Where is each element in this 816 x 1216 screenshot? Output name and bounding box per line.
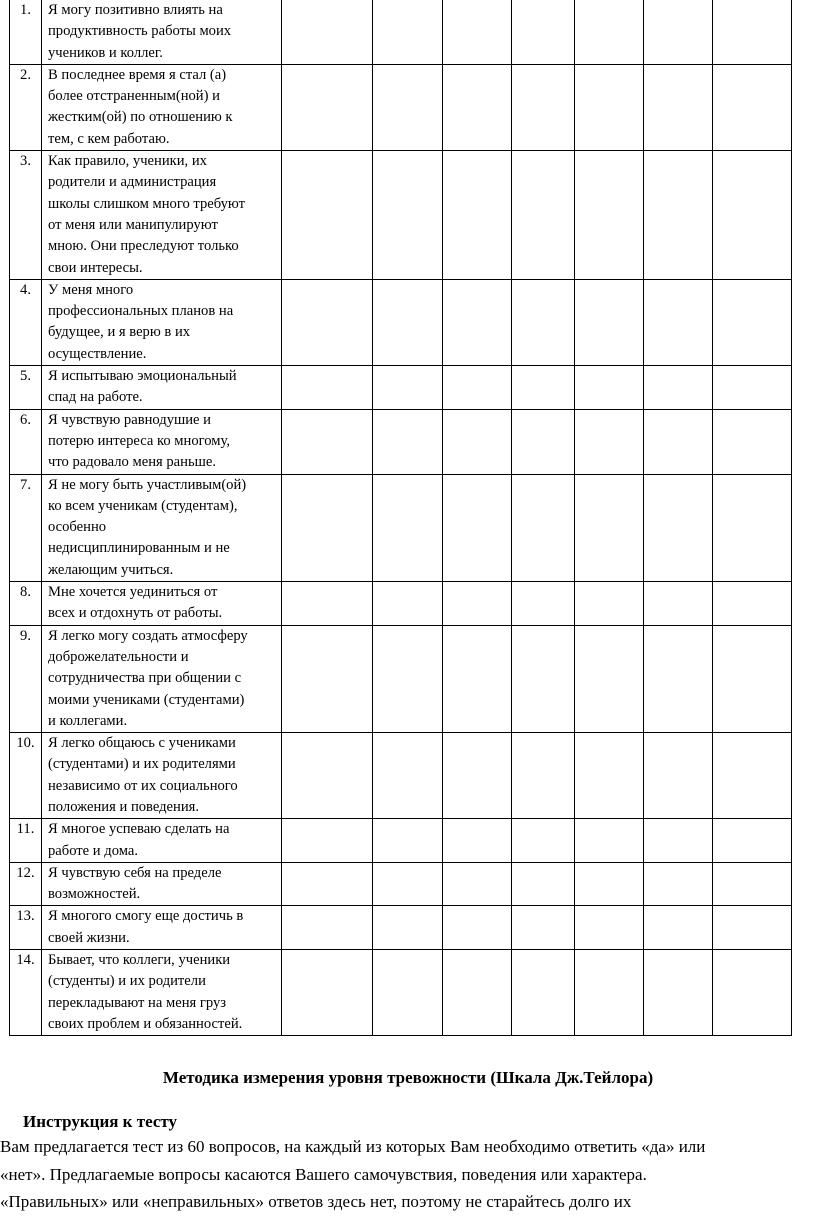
answer-cell[interactable]	[644, 366, 713, 410]
answer-cell[interactable]	[575, 64, 644, 150]
answer-cell[interactable]	[512, 279, 575, 365]
statement-line: недисциплинированным и не	[48, 540, 230, 557]
answer-cell[interactable]	[512, 366, 575, 410]
answer-cell[interactable]	[443, 733, 512, 819]
answer-cell[interactable]	[575, 582, 644, 626]
answer-cell[interactable]	[644, 279, 713, 365]
answer-cell[interactable]	[575, 625, 644, 732]
statement-line: и коллегами.	[48, 712, 128, 729]
answer-cell[interactable]	[713, 819, 792, 863]
table-row	[10, 279, 792, 365]
answer-cell[interactable]	[443, 862, 512, 906]
statement-line: Я испытываю эмоциональный	[48, 368, 237, 385]
table-row	[10, 582, 792, 626]
answer-cell[interactable]	[575, 474, 644, 581]
answer-cell[interactable]	[713, 862, 792, 906]
answer-cell[interactable]	[282, 279, 373, 365]
answer-cell[interactable]	[373, 409, 443, 474]
answer-cell[interactable]	[512, 151, 575, 280]
answer-cell[interactable]	[575, 950, 644, 1036]
statement-line: работе и дома.	[48, 842, 138, 859]
statement-line: что радовало меня раньше.	[48, 454, 216, 471]
statement-line: моими учениками (студентами)	[48, 691, 245, 708]
answer-cell[interactable]	[512, 64, 575, 150]
answer-cell[interactable]	[512, 906, 575, 950]
answer-cell[interactable]	[644, 409, 713, 474]
row-number: 3.	[10, 151, 42, 280]
answer-cell[interactable]	[713, 582, 792, 626]
answer-cell[interactable]	[512, 625, 575, 732]
answer-cell[interactable]	[282, 950, 373, 1036]
answer-cell[interactable]	[512, 582, 575, 626]
answer-cell[interactable]	[443, 151, 512, 280]
answer-cell[interactable]	[282, 151, 373, 280]
table-row	[10, 64, 792, 150]
statement-line: перекладывают на меня груз	[48, 994, 227, 1011]
statement-line: Я чувствую себя на пределе	[48, 864, 222, 881]
answer-cell[interactable]	[575, 906, 644, 950]
survey-table	[9, 0, 792, 1036]
answer-cell[interactable]	[443, 64, 512, 150]
statement-line: Как правило, ученики, их	[48, 153, 207, 170]
answer-cell[interactable]	[644, 733, 713, 819]
answer-cell[interactable]	[282, 819, 373, 863]
answer-cell[interactable]	[443, 366, 512, 410]
statement-text	[42, 279, 282, 365]
table-row	[10, 862, 792, 906]
statement-line: Я легко общаюсь с учениками	[48, 735, 236, 752]
answer-cell[interactable]	[443, 625, 512, 732]
statement-line: осуществление.	[48, 345, 147, 362]
answer-cell[interactable]	[512, 862, 575, 906]
statement-line: ко всем ученикам (студентам),	[48, 497, 238, 514]
answer-cell[interactable]	[373, 906, 443, 950]
statement-line: потерю интереса ко многому,	[48, 432, 231, 449]
statement-line: сотрудничества при общении с	[48, 670, 242, 687]
statement-line: от меня или манипулируют	[48, 216, 218, 233]
statement-line: (студентами) и их родителями	[48, 756, 236, 773]
answer-cell[interactable]	[282, 366, 373, 410]
statement-line: более отстраненным(ной) и	[48, 88, 220, 105]
answer-cell[interactable]	[282, 582, 373, 626]
statement-text	[42, 582, 282, 626]
instruction-heading: Инструкция к тесту	[23, 1112, 178, 1131]
statement-line: учеников и коллег.	[48, 44, 163, 61]
answer-cell[interactable]	[644, 950, 713, 1036]
answer-cell[interactable]	[713, 64, 792, 150]
statement-line: особенно	[48, 519, 107, 536]
answer-cell[interactable]	[575, 733, 644, 819]
answer-cell[interactable]	[512, 819, 575, 863]
table-row	[10, 950, 792, 1036]
statement-line: Я многого смогу еще достичь в	[48, 908, 244, 925]
instruction-body	[0, 1133, 816, 1216]
answer-cell[interactable]	[713, 409, 792, 474]
answer-cell[interactable]	[373, 733, 443, 819]
row-number: 13.	[10, 906, 42, 950]
answer-cell[interactable]	[443, 0, 512, 64]
answer-cell[interactable]	[644, 906, 713, 950]
statement-text	[42, 64, 282, 150]
answer-cell[interactable]	[512, 0, 575, 64]
statement-line: возможностей.	[48, 886, 141, 903]
survey-table-body	[10, 0, 792, 1036]
statement-line: будущее, и я верю в их	[48, 324, 191, 341]
answer-cell[interactable]	[713, 474, 792, 581]
answer-cell[interactable]	[644, 0, 713, 64]
table-row	[10, 409, 792, 474]
answer-cell[interactable]	[713, 151, 792, 280]
answer-cell[interactable]	[575, 0, 644, 64]
statement-line: жестким(ой) по отношению к	[48, 109, 233, 126]
answer-cell[interactable]	[644, 862, 713, 906]
answer-cell[interactable]	[713, 0, 792, 64]
answer-cell[interactable]	[373, 279, 443, 365]
statement-text	[42, 950, 282, 1036]
answer-cell[interactable]	[575, 862, 644, 906]
statement-line: В последнее время я стал (а)	[48, 66, 227, 83]
answer-cell[interactable]	[443, 906, 512, 950]
instruction-line: «Правильных» или «неправильных» ответов здесь нет, поэтому не старайтесь долго их	[0, 1192, 632, 1211]
answer-cell[interactable]	[373, 625, 443, 732]
answer-cell[interactable]	[373, 151, 443, 280]
statement-line: независимо от их социального	[48, 777, 238, 794]
statement-line: тем, с кем работаю.	[48, 130, 170, 147]
answer-cell[interactable]	[373, 366, 443, 410]
answer-cell[interactable]	[282, 862, 373, 906]
answer-cell[interactable]	[644, 151, 713, 280]
statement-line: положения и поведения.	[48, 798, 200, 815]
row-number: 2.	[10, 64, 42, 150]
statement-line: Я легко могу создать атмосферу	[48, 627, 248, 644]
answer-cell[interactable]	[373, 474, 443, 581]
table-row	[10, 366, 792, 410]
answer-cell[interactable]	[443, 409, 512, 474]
statement-text	[42, 733, 282, 819]
statement-line: Мне хочется уединиться от	[48, 584, 218, 601]
answer-cell[interactable]	[644, 474, 713, 581]
answer-cell[interactable]	[282, 625, 373, 732]
row-number: 5.	[10, 366, 42, 410]
statement-line: продуктивность работы моих	[48, 23, 232, 40]
statement-line: спад на работе.	[48, 389, 143, 406]
table-row	[10, 0, 792, 64]
row-number: 12.	[10, 862, 42, 906]
answer-cell[interactable]	[713, 906, 792, 950]
answer-cell[interactable]	[713, 625, 792, 732]
row-number: 8.	[10, 582, 42, 626]
statement-text	[42, 906, 282, 950]
row-number: 9.	[10, 625, 42, 732]
answer-cell[interactable]	[282, 474, 373, 581]
statement-line: Я не могу быть участливым(ой)	[48, 476, 247, 493]
answer-cell[interactable]	[282, 733, 373, 819]
statement-line: Я многое успеваю сделать на	[48, 821, 230, 838]
answer-cell[interactable]	[512, 409, 575, 474]
statement-line: (студенты) и их родители	[48, 973, 206, 990]
answer-cell[interactable]	[644, 819, 713, 863]
statement-line: мною. Они преследуют только	[48, 238, 239, 255]
answer-cell[interactable]	[644, 625, 713, 732]
answer-cell[interactable]	[282, 64, 373, 150]
answer-cell[interactable]	[282, 0, 373, 64]
statement-text	[42, 625, 282, 732]
table-row	[10, 733, 792, 819]
statement-line: доброжелательности и	[48, 648, 189, 665]
statement-text	[42, 366, 282, 410]
answer-cell[interactable]	[575, 151, 644, 280]
statement-line: родители и администрация	[48, 174, 217, 191]
statement-text	[42, 409, 282, 474]
row-number: 11.	[10, 819, 42, 863]
table-row	[10, 151, 792, 280]
section-title: Методика измерения уровня тревожности (Шкала Дж.Тейлора)	[162, 1068, 654, 1087]
row-number: 4.	[10, 279, 42, 365]
answer-cell[interactable]	[713, 950, 792, 1036]
answer-cell[interactable]	[282, 906, 373, 950]
statement-line: школы слишком много требуют	[48, 195, 245, 212]
statement-text	[42, 151, 282, 280]
answer-cell[interactable]	[443, 582, 512, 626]
answer-cell[interactable]	[512, 950, 575, 1036]
answer-cell[interactable]	[373, 862, 443, 906]
statement-line: Я могу позитивно влиять на	[48, 2, 223, 18]
row-number: 10.	[10, 733, 42, 819]
statement-text	[42, 862, 282, 906]
row-number: 6.	[10, 409, 42, 474]
answer-cell[interactable]	[575, 279, 644, 365]
statement-text	[42, 0, 282, 64]
answer-cell[interactable]	[443, 279, 512, 365]
statement-line: У меня много	[48, 281, 134, 298]
table-row	[10, 625, 792, 732]
answer-cell[interactable]	[575, 409, 644, 474]
answer-cell[interactable]	[644, 582, 713, 626]
instruction-line: «нет». Предлагаемые вопросы касаются Вашего самочувствия, поведения или характера.	[0, 1164, 647, 1184]
row-number: 14.	[10, 950, 42, 1036]
answer-cell[interactable]	[713, 279, 792, 365]
row-number: 1.	[10, 0, 42, 64]
answer-cell[interactable]	[282, 409, 373, 474]
table-row	[10, 474, 792, 581]
statement-text	[42, 474, 282, 581]
answer-cell[interactable]	[373, 64, 443, 150]
table-row	[10, 819, 792, 863]
answer-cell[interactable]	[373, 582, 443, 626]
statement-line: профессиональных планов на	[48, 303, 234, 320]
statement-line: свои интересы.	[48, 259, 143, 276]
answer-cell[interactable]	[443, 950, 512, 1036]
answer-cell[interactable]	[443, 819, 512, 863]
answer-cell[interactable]	[644, 64, 713, 150]
answer-cell[interactable]	[575, 366, 644, 410]
answer-cell[interactable]	[373, 950, 443, 1036]
answer-cell[interactable]	[373, 0, 443, 64]
table-row	[10, 906, 792, 950]
answer-cell[interactable]	[443, 474, 512, 581]
statement-text	[42, 819, 282, 863]
statement-line: всех и отдохнуть от работы.	[48, 605, 223, 622]
instruction-line: Вам предлагается тест из 60 вопросов, на каждый из которых Вам необходимо ответить «да» или	[0, 1137, 706, 1156]
answer-cell[interactable]	[512, 474, 575, 581]
statement-line: Бывает, что коллеги, ученики	[48, 952, 231, 969]
statement-line: желающим учиться.	[48, 561, 174, 578]
row-number: 7.	[10, 474, 42, 581]
answer-cell[interactable]	[575, 819, 644, 863]
statement-line: своей жизни.	[48, 929, 130, 946]
statement-line: Я чувствую равнодушие и	[48, 411, 211, 428]
statement-line: своих проблем и обязанностей.	[48, 1015, 243, 1032]
answer-cell[interactable]	[713, 366, 792, 410]
answer-cell[interactable]	[512, 733, 575, 819]
answer-cell[interactable]	[373, 819, 443, 863]
answer-cell[interactable]	[713, 733, 792, 819]
